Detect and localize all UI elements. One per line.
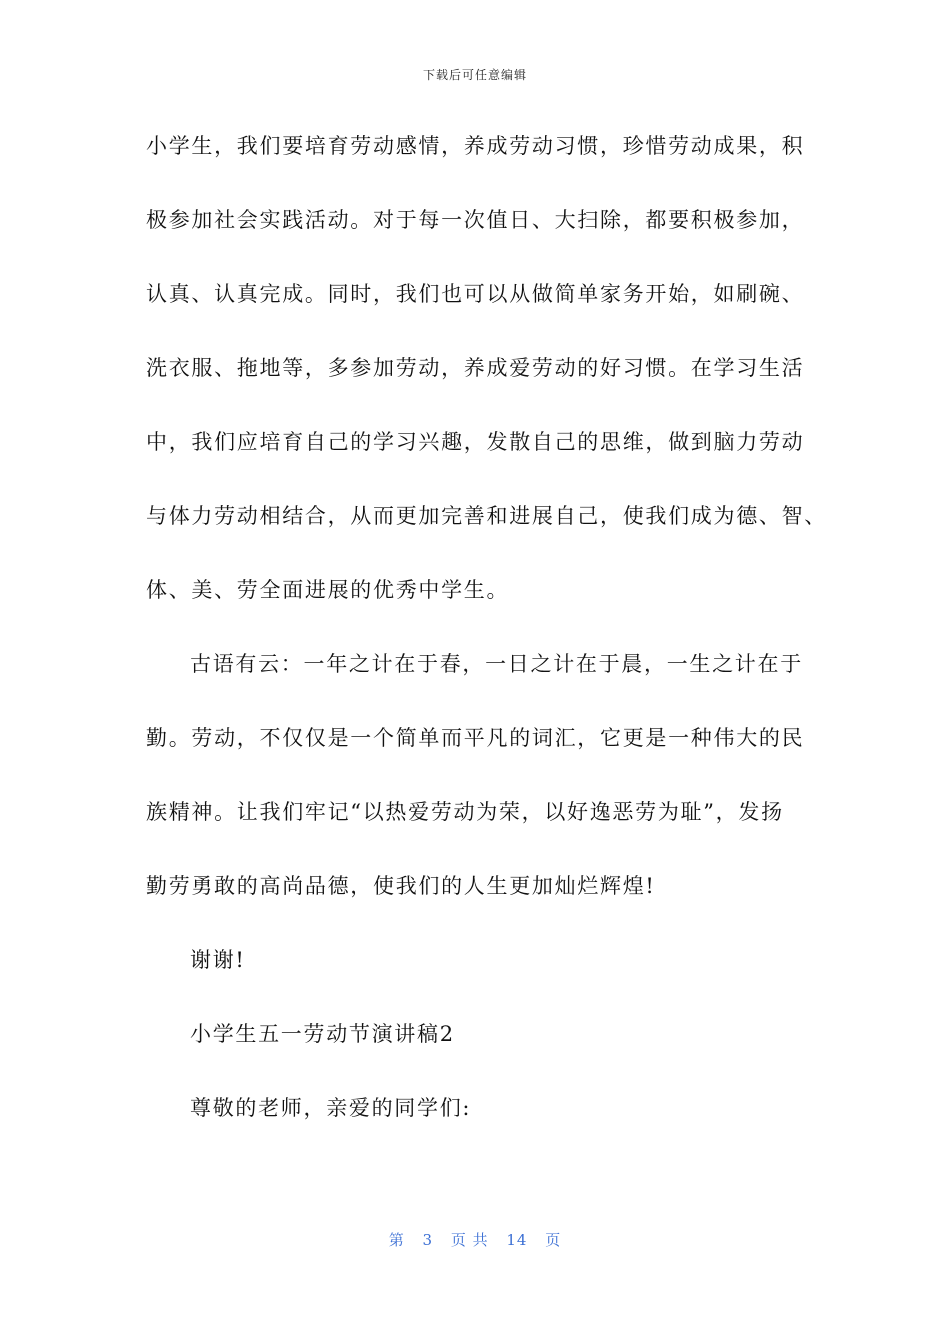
- footer-suffix: 页: [545, 1231, 562, 1249]
- body-line-5: 中，我们应培育自己的学习兴趣，发散自己的思维，做到脑力劳动: [146, 430, 805, 454]
- salutation: 尊敬的老师，亲爱的同学们:: [190, 1096, 472, 1120]
- body-line-2: 极参加社会实践活动。对于每一次值日、大扫除，都要积极参加，: [146, 208, 805, 232]
- body-line-6: 与体力劳动相结合，从而更加完善和进展自己，使我们成为德、智、: [146, 504, 827, 528]
- footer-middle: 页 共: [450, 1231, 489, 1249]
- page-footer: [0, 1229, 950, 1250]
- footer-total-pages: 14: [506, 1231, 528, 1249]
- body-line-4: 洗衣服、拖地等，多参加劳动，养成爱劳动的好习惯。在学习生活: [146, 356, 805, 380]
- body-line-10: 族精神。让我们牢记“以热爱劳动为荣，以好逸恶劳为耻”，发扬: [146, 800, 784, 824]
- page-header: 下载后可任意编辑: [422, 68, 527, 82]
- body-line-11: 勤劳勇敢的高尚品德，使我们的人生更加灿烂辉煌!: [146, 874, 656, 898]
- body-line-12: 谢谢!: [190, 948, 246, 972]
- footer-current-page: 3: [422, 1231, 434, 1249]
- body-line-3: 认真、认真完成。同时，我们也可以从做简单家务开始，如刷碗、: [146, 282, 805, 306]
- body-line-9: 勤。劳动，不仅仅是一个简单而平凡的词汇，它更是一种伟大的民: [146, 726, 805, 750]
- body-line-8: 古语有云：一年之计在于春，一日之计在于晨，一生之计在于: [190, 652, 803, 676]
- document-body: [146, 123, 827, 1159]
- body-line-1: 小学生，我们要培育劳动感情，养成劳动习惯，珍惜劳动成果，积: [146, 134, 805, 158]
- body-line-7: 体、美、劳全面进展的优秀中学生。: [146, 578, 510, 602]
- section-title: 小学生五一劳动节演讲稿2: [190, 1022, 455, 1046]
- footer-prefix: 第: [388, 1231, 405, 1249]
